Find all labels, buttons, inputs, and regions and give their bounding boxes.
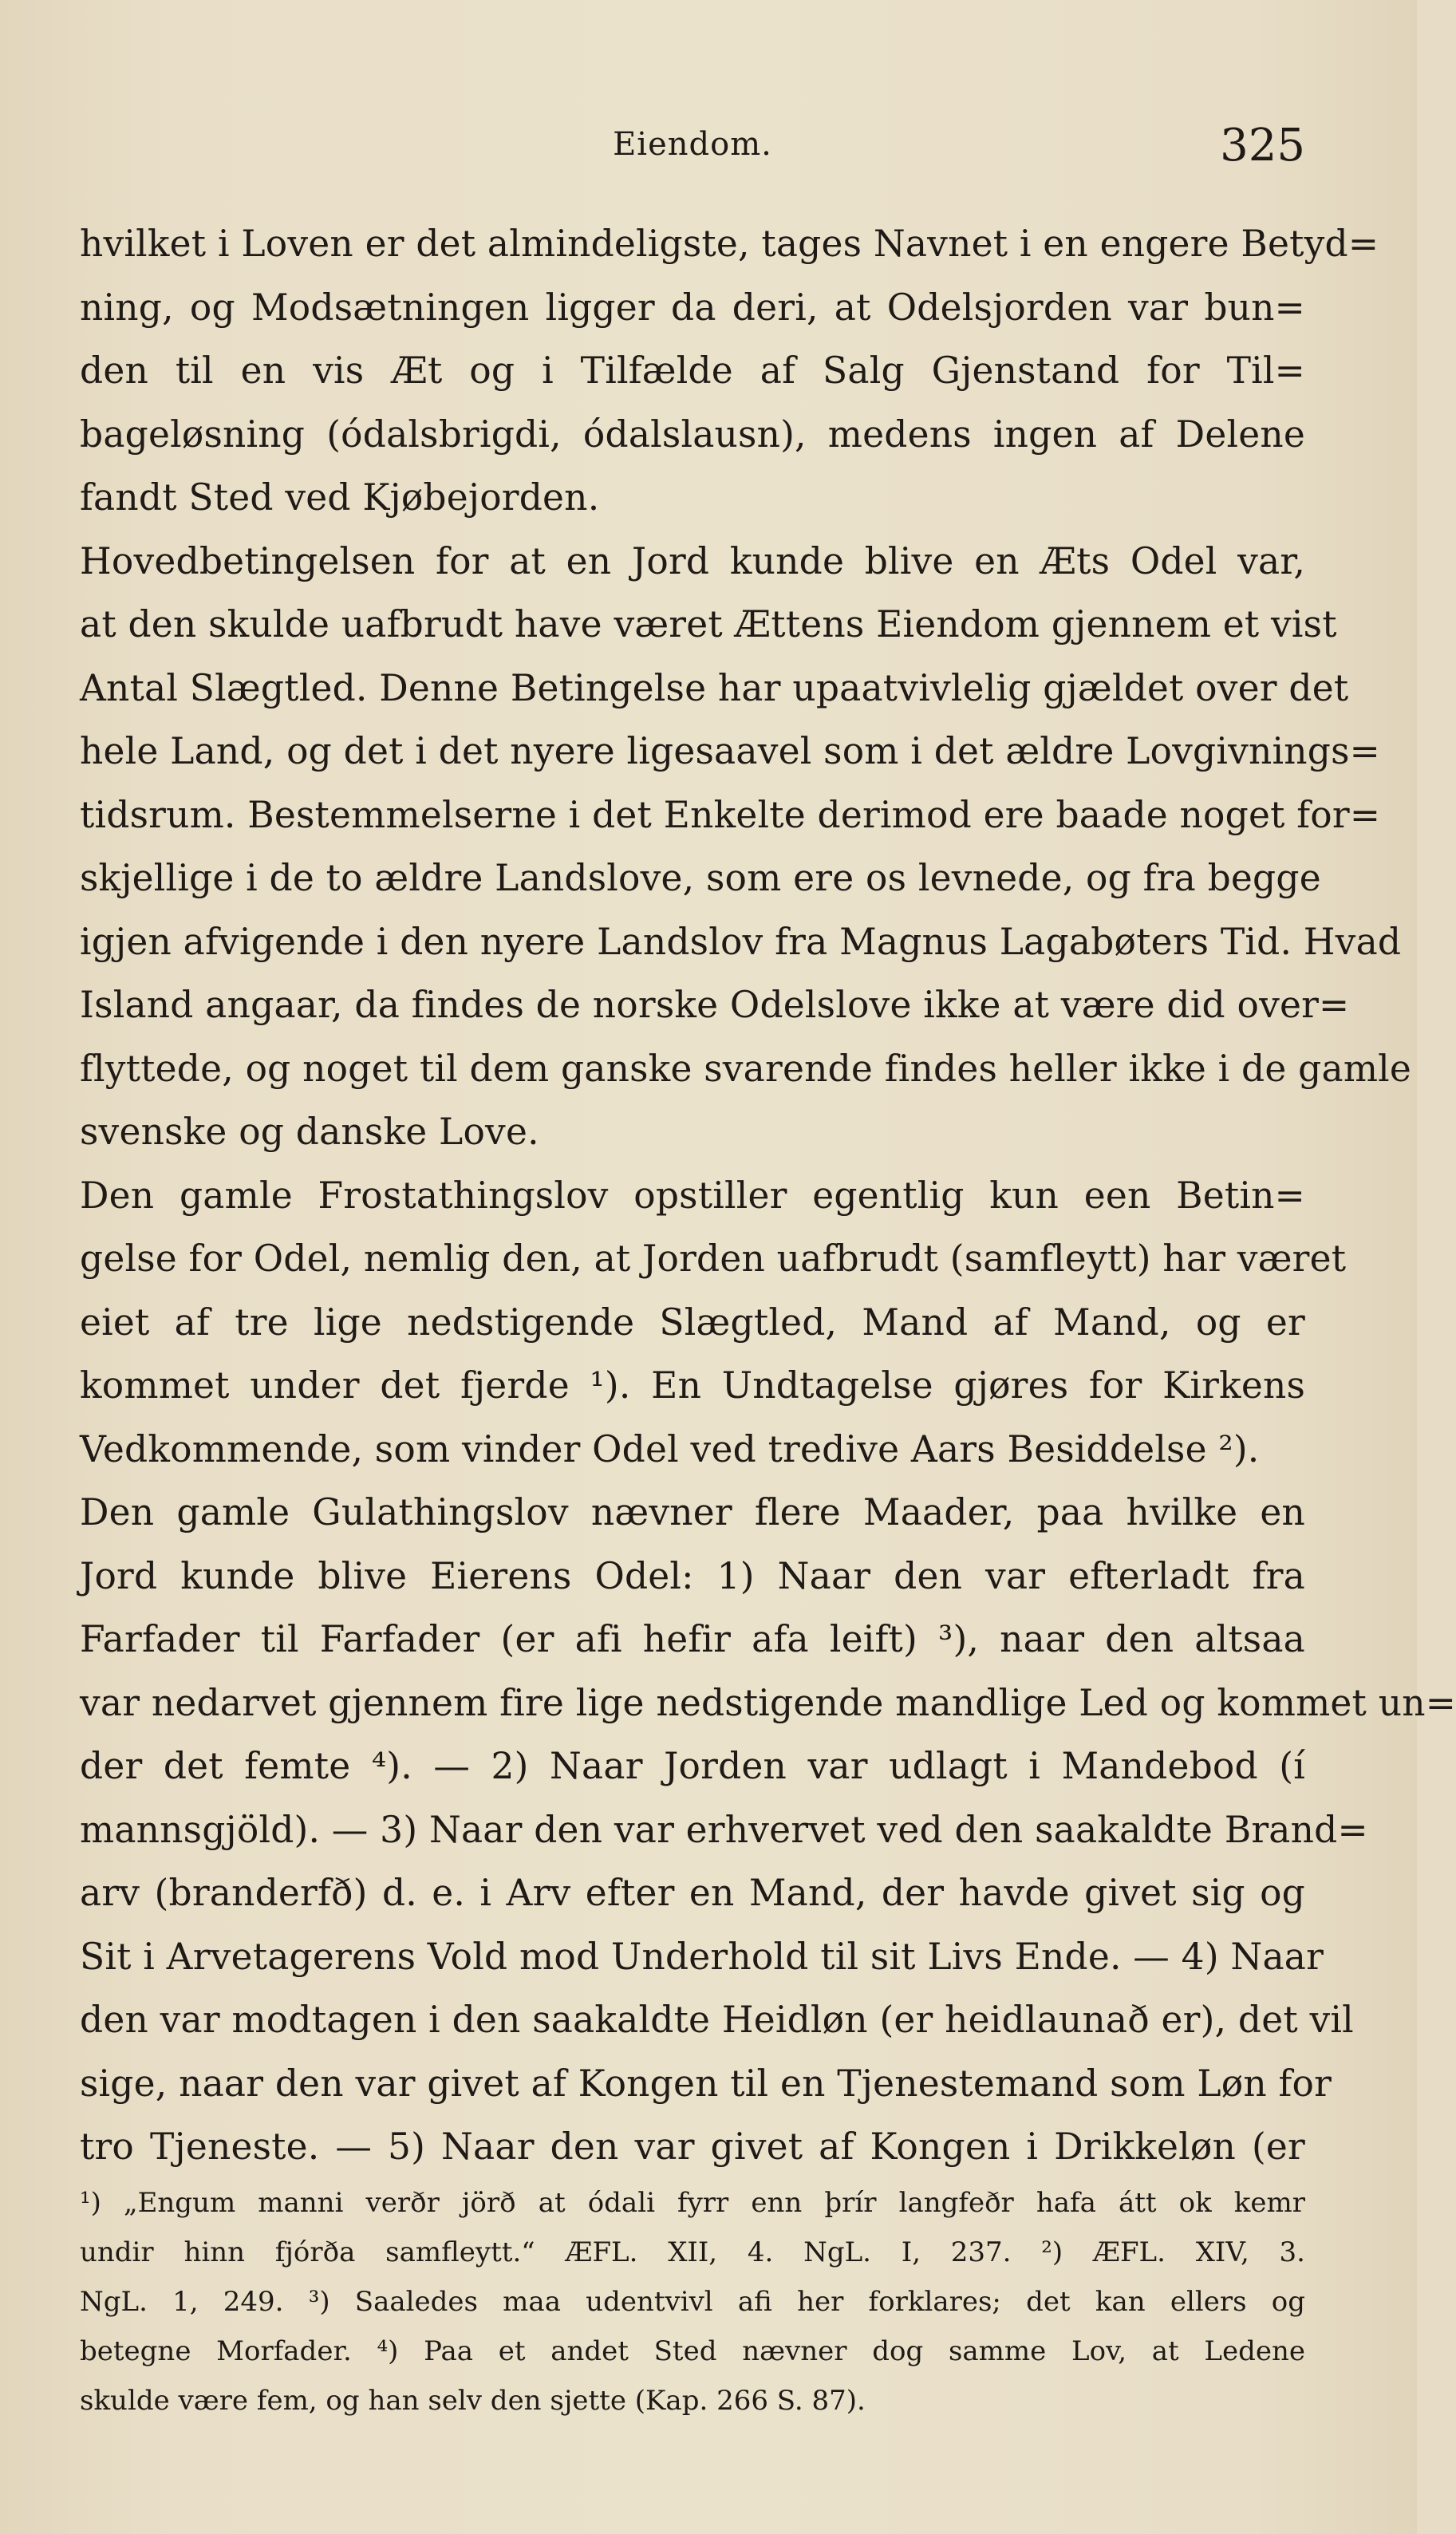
page-header	[80, 120, 1305, 182]
body-text	[80, 212, 1456, 2179]
body-line: flyttede, og noget til dem ganske svarende findes heller ikke i de gamle	[80, 1047, 1412, 1090]
footnote-line: undir hinn fjórða samfleytt.“ ÆFL. XII, 4. NgL. I, 237. ²) ÆFL. XIV, 3.	[80, 2236, 1305, 2268]
body-line: der det femte ⁴). — 2) Naar Jorden var udlagt i Mandebod (í	[80, 1745, 1305, 1787]
footnote-line: NgL. 1, 249. ³) Saaledes maa udentvivl afi her forklares; det kan ellers og	[80, 2286, 1305, 2318]
body-line: at den skulde uafbrudt have været Ættens Eiendom gjennem et vist	[80, 603, 1337, 645]
body-line: Antal Slægtled. Denne Betingelse har upaatvivlelig gjældet over det	[80, 666, 1349, 709]
body-line: hvilket i Loven er det almindeligste, tages Navnet i en engere Betyd=	[80, 223, 1379, 265]
body-line: Den gamle Frostathingslov opstiller egentlig kun een Betin=	[80, 1174, 1305, 1217]
body-line: den til en vis Æt og i Tilfælde af Salg Gjenstand for Til=	[80, 349, 1305, 392]
body-line: eiet af tre lige nedstigende Slægtled, Mand af Mand, og er	[80, 1301, 1305, 1344]
body-line: igjen afvigende i den nyere Landslov fra Magnus Lagabøters Tid. Hvad	[80, 920, 1402, 963]
body-line: mannsgjöld). — 3) Naar den var erhvervet ved den saakaldte Brand=	[80, 1808, 1368, 1851]
body-line: Island angaar, da findes de norske Odelslove ikke at være did over=	[80, 984, 1350, 1026]
body-line: kommet under det fjerde ¹). En Undtagelse gjøres for Kirkens	[80, 1364, 1305, 1407]
body-line: svenske og danske Love.	[80, 1111, 539, 1153]
body-line: den var modtagen i den saakaldte Heidløn (er heidlaunað er), det vil	[80, 1999, 1354, 2041]
body-line: Den gamle Gulathingslov nævner flere Maader, paa hvilke en	[80, 1491, 1305, 1533]
footnote-line: skulde være fem, og han selv den sjette (Kap. 266 S. 87).	[80, 2385, 866, 2417]
body-line: hele Land, og det i det nyere ligesaavel som i det ældre Lovgivnings=	[80, 730, 1380, 772]
body-line: gelse for Odel, nemlig den, at Jorden uafbrudt (samfleytt) har været	[80, 1237, 1347, 1280]
footnote-line: betegne Morfader. ⁴) Paa et andet Sted nævner dog samme Lov, at Ledene	[80, 2335, 1305, 2367]
body-line: skjellige i de to ældre Landslove, som ere os levnede, og fra begge	[80, 857, 1321, 899]
footnotes	[80, 2178, 1305, 2425]
body-line: bageløsning (ódalsbrigdi, ódalslausn), medens ingen af Delene	[80, 412, 1305, 456]
body-line: Farfader til Farfader (er afi hefir afa leift) ³), naar den altsaa	[80, 1618, 1305, 1660]
running-head: Eiendom.	[613, 126, 772, 163]
body-line: ning, og Modsætningen ligger da deri, at Odelsjorden var bun=	[80, 286, 1305, 329]
body-line: tro Tjeneste. — 5) Naar den var givet af Kongen i Drikkeløn (er	[80, 2125, 1305, 2168]
body-line: tidsrum. Bestemmelserne i det Enkelte derimod ere baade noget for=	[80, 793, 1381, 836]
page-number: 325	[1220, 120, 1305, 172]
footnote-line: ¹) „Engum manni verðr jörð at ódali fyrr enn þrír langfeðr hafa átt ok kemr	[80, 2187, 1305, 2219]
body-line: Jord kunde blive Eierens Odel: 1) Naar den var efterladt fra	[80, 1554, 1305, 1597]
body-line: Sit i Arvetagerens Vold mod Underhold til sit Livs Ende. — 4) Naar	[80, 1935, 1324, 1978]
body-line: var nedarvet gjennem fire lige nedstigende mandlige Led og kommet un=	[80, 1681, 1456, 1724]
body-line: arv (branderfð) d. e. i Arv efter en Mand, der havde givet sig og	[80, 1872, 1305, 1914]
body-line: Hovedbetingelsen for at en Jord kunde blive en Æts Odel var,	[80, 539, 1305, 582]
body-line: fandt Sted ved Kjøbejorden.	[80, 476, 600, 519]
body-line: sige, naar den var givet af Kongen til en Tjenestemand som Løn for	[80, 2062, 1332, 2105]
body-line: Vedkommende, som vinder Odel ved tredive Aars Besiddelse ²).	[80, 1427, 1260, 1470]
